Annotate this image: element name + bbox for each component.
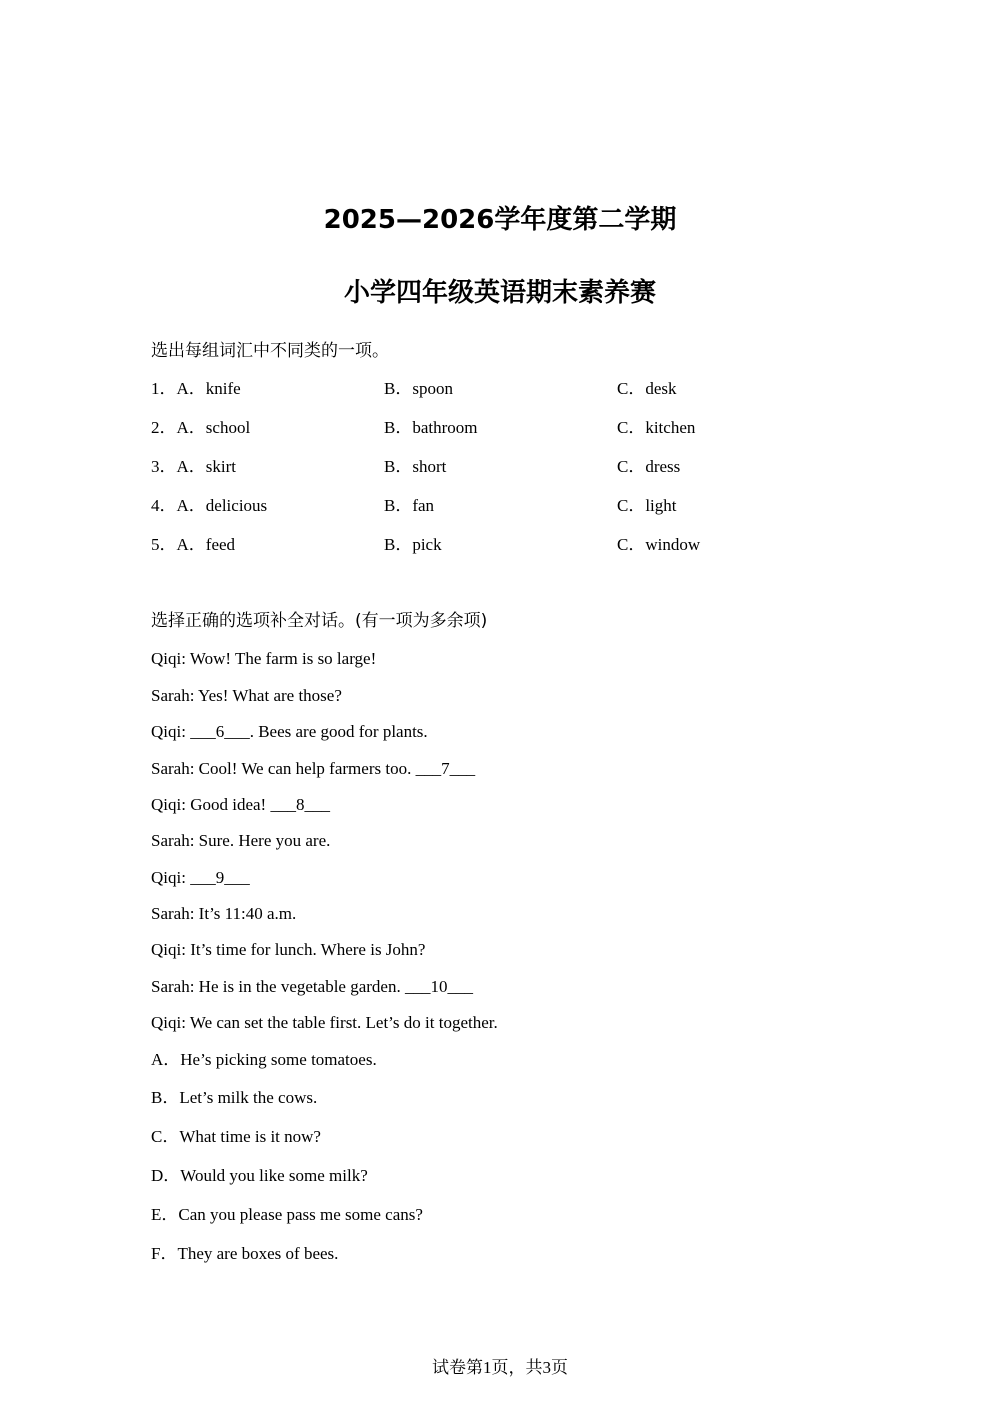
question-row-3 — [151, 456, 851, 478]
answer-option-b: B．Let’s milk the cows. — [151, 1088, 318, 1107]
question-4-option-b: B．fan — [384, 496, 435, 515]
dialogue-line: Qiqi: We can set the table first. Let’s do it together. — [151, 1013, 498, 1032]
dialogue-line: Qiqi: It’s time for lunch. Where is John? — [151, 940, 426, 959]
question-1-option-a: 1．A．knife — [151, 379, 241, 398]
question-2-option-a: 2．A．school — [151, 418, 251, 437]
question-row-5 — [151, 534, 851, 556]
question-3-option-a: 3．A．skirt — [151, 457, 236, 476]
page-title: 2025—2026学年度第二学期 — [323, 205, 677, 235]
question-2-option-b: B．bathroom — [384, 418, 478, 437]
answer-option-e: E．Can you please pass me some cans? — [151, 1205, 423, 1224]
question-row-2 — [151, 417, 851, 439]
dialogue-line: Qiqi: ___9___ — [151, 868, 250, 887]
question-4-option-a: 4．A．delicious — [151, 496, 268, 515]
question-1-option-b: B．spoon — [384, 379, 453, 398]
page-subtitle: 小学四年级英语期末素养赛 — [343, 278, 656, 308]
question-1-option-c: C．desk — [617, 379, 677, 398]
question-5-option-a: 5．A．feed — [151, 535, 236, 554]
question-4-option-c: C．light — [617, 496, 677, 515]
question-row-1 — [151, 378, 851, 400]
question-3-option-c: C．dress — [617, 457, 681, 476]
question-row-4 — [151, 495, 851, 517]
section2-heading: 选择正确的选项补全对话。(有一项为多余项) — [151, 611, 488, 631]
dialogue-line: Qiqi: Wow! The farm is so large! — [151, 649, 377, 668]
question-5-option-c: C．window — [617, 535, 701, 554]
question-3-option-b: B．short — [384, 457, 447, 476]
answer-option-a: A．He’s picking some tomatoes. — [151, 1050, 377, 1069]
dialogue-line: Sarah: Cool! We can help farmers too. ___7___ — [151, 759, 476, 778]
answer-option-c: C．What time is it now? — [151, 1127, 321, 1146]
dialogue-line: Qiqi: ___6___. Bees are good for plants. — [151, 722, 428, 741]
question-2-option-c: C．kitchen — [617, 418, 696, 437]
dialogue-line: Sarah: He is in the vegetable garden. ___10___ — [151, 977, 473, 996]
dialogue-line: Sarah: Sure. Here you are. — [151, 831, 331, 850]
answer-option-d: D．Would you like some milk? — [151, 1166, 368, 1185]
dialogue-line: Sarah: Yes! What are those? — [151, 686, 342, 705]
answer-option-f: F．They are boxes of bees. — [151, 1244, 339, 1263]
question-5-option-b: B．pick — [384, 535, 442, 554]
dialogue-line: Qiqi: Good idea! ___8___ — [151, 795, 330, 814]
section1-heading: 选出每组词汇中不同类的一项。 — [151, 341, 389, 361]
page-footer: 试卷第1页，共3页 — [432, 1358, 568, 1377]
dialogue-line: Sarah: It’s 11:40 a.m. — [151, 904, 297, 923]
